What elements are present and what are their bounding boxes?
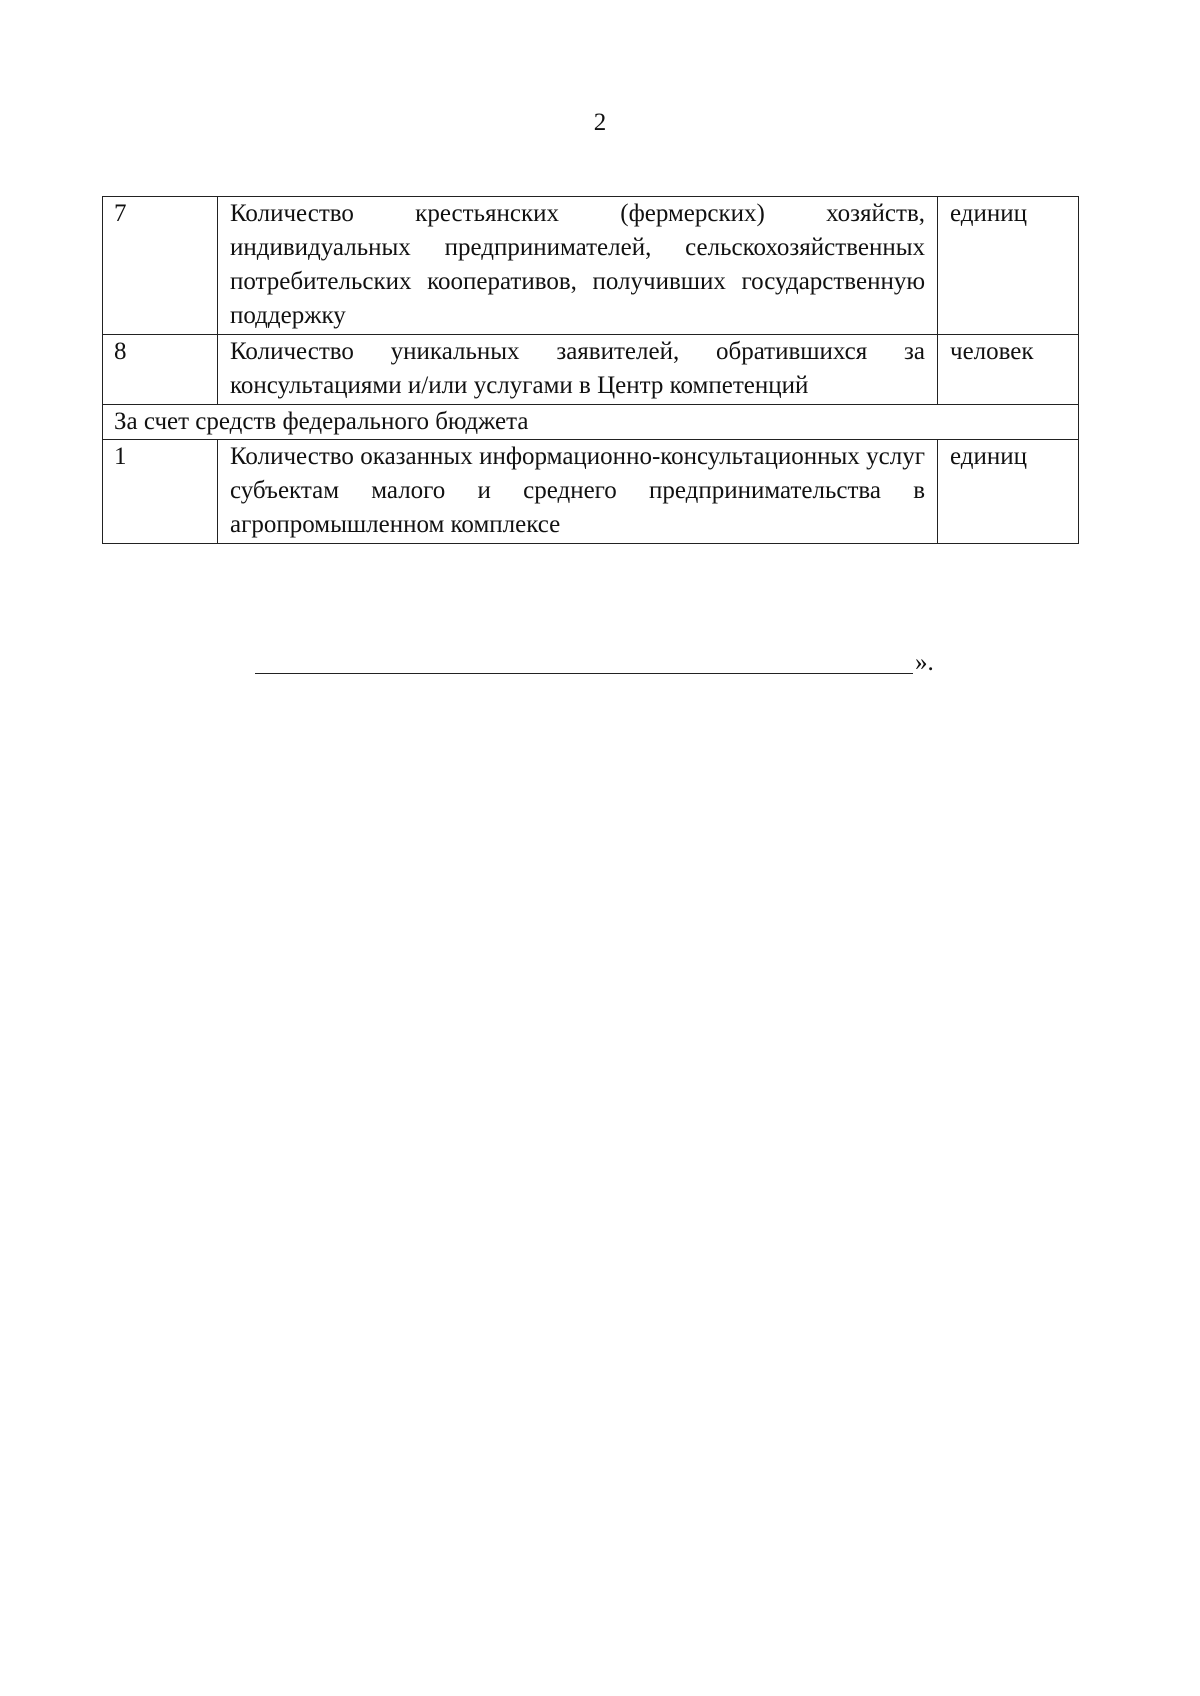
section-row	[103, 405, 1079, 440]
indicator-description: Количество крестьянских (фермерских) хозяйств, индивидуальных предпринимателей, сельскохозяйственных потребительских кооперативов, получивших государственную поддержку	[218, 197, 938, 335]
indicator-description: Количество уникальных заявителей, обратившихся за консультациями и/или услугами в Центр компетенций	[218, 335, 938, 405]
closing-rule	[255, 673, 913, 674]
row-number: 7	[103, 197, 218, 335]
row-number: 1	[103, 440, 218, 544]
section-heading: За счет средств федерального бюджета	[103, 405, 1079, 440]
indicator-unit: человек	[938, 335, 1079, 405]
indicator-description: Количество оказанных информационно-консультационных услуг субъектам малого и среднего предпринимательства в агропромышленном комплексе	[218, 440, 938, 544]
closing-quote: ».	[915, 649, 934, 676]
page-number: 2	[593, 109, 607, 136]
row-number: 8	[103, 335, 218, 405]
closing-line	[255, 648, 934, 678]
table-row	[103, 197, 1079, 335]
indicators-table	[102, 196, 1079, 544]
table-row	[103, 335, 1079, 405]
indicator-unit: единиц	[938, 197, 1079, 335]
table-row	[103, 440, 1079, 544]
indicator-unit: единиц	[938, 440, 1079, 544]
